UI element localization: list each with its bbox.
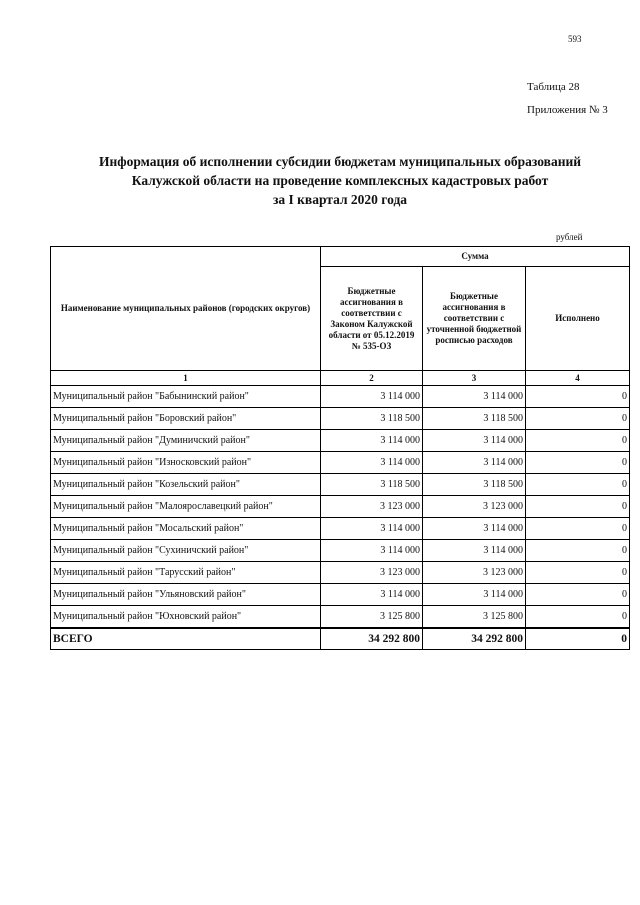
law-amount: 3 114 000: [321, 452, 423, 474]
table-row: [51, 496, 630, 518]
law-amount: 3 114 000: [321, 386, 423, 408]
table-row: [51, 452, 630, 474]
law-amount: 3 125 800: [321, 606, 423, 629]
document-title: [40, 152, 640, 209]
units-label: рублей: [556, 232, 583, 242]
table-row: [51, 430, 630, 452]
law-amount: 3 118 500: [321, 408, 423, 430]
column-number: 3: [423, 371, 526, 386]
header-district-name: Наименование муниципальных районов (городских округов): [51, 247, 321, 371]
appendix-reference: Приложения № 3: [527, 104, 608, 116]
district-name: Муниципальный район "Тарусский район": [51, 562, 321, 584]
total-law: 34 292 800: [321, 628, 423, 650]
district-name: Муниципальный район "Думиничский район": [51, 430, 321, 452]
law-amount: 3 123 000: [321, 496, 423, 518]
refined-amount: 3 114 000: [423, 584, 526, 606]
law-amount: 3 118 500: [321, 474, 423, 496]
table-row: [51, 606, 630, 629]
refined-amount: 3 114 000: [423, 518, 526, 540]
refined-amount: 3 118 500: [423, 474, 526, 496]
table-body: [51, 386, 630, 650]
title-line: за I квартал 2020 года: [272, 192, 408, 207]
law-amount: 3 114 000: [321, 540, 423, 562]
executed-amount: 0: [526, 584, 630, 606]
subsidy-table: [50, 246, 630, 650]
law-amount: 3 123 000: [321, 562, 423, 584]
refined-amount: 3 114 000: [423, 540, 526, 562]
district-name: Муниципальный район "Ульяновский район": [51, 584, 321, 606]
executed-amount: 0: [526, 452, 630, 474]
title-line: Калужской области на проведение комплексных кадастровых работ: [131, 173, 549, 188]
total-executed: 0: [526, 628, 630, 650]
column-number: 4: [526, 371, 630, 386]
table-row: [51, 540, 630, 562]
executed-amount: 0: [526, 408, 630, 430]
executed-amount: 0: [526, 386, 630, 408]
column-number: 2: [321, 371, 423, 386]
refined-amount: 3 114 000: [423, 386, 526, 408]
district-name: Муниципальный район "Юхновский район": [51, 606, 321, 629]
district-name: Муниципальный район "Малоярославецкий район": [51, 496, 321, 518]
column-number: 1: [51, 371, 321, 386]
header-sum: Сумма: [321, 247, 630, 267]
refined-amount: 3 114 000: [423, 430, 526, 452]
header-refined-allocations: Бюджетные ассигнования в соответствии с уточненной бюджетной росписью расходов: [423, 267, 526, 371]
table-row: [51, 584, 630, 606]
total-refined: 34 292 800: [423, 628, 526, 650]
district-name: Муниципальный район "Бабынинский район": [51, 386, 321, 408]
refined-amount: 3 118 500: [423, 408, 526, 430]
table-row: [51, 474, 630, 496]
total-label: ВСЕГО: [51, 628, 321, 650]
table-reference: Таблица 28: [527, 81, 580, 93]
executed-amount: 0: [526, 474, 630, 496]
district-name: Муниципальный район "Мосальский район": [51, 518, 321, 540]
executed-amount: 0: [526, 518, 630, 540]
table-row: [51, 386, 630, 408]
executed-amount: 0: [526, 430, 630, 452]
district-name: Муниципальный район "Износковский район": [51, 452, 321, 474]
executed-amount: 0: [526, 496, 630, 518]
refined-amount: 3 123 000: [423, 496, 526, 518]
header-law-allocations: Бюджетные ассигнования в соответствии с Законом Калужской области от 05.12.2019 № 535-ОЗ: [321, 267, 423, 371]
total-row: [51, 628, 630, 650]
table-row: [51, 518, 630, 540]
district-name: Муниципальный район "Сухиничский район": [51, 540, 321, 562]
refined-amount: 3 123 000: [423, 562, 526, 584]
table-row: [51, 562, 630, 584]
page-number: 593: [568, 34, 582, 44]
header-executed: Исполнено: [526, 267, 630, 371]
law-amount: 3 114 000: [321, 518, 423, 540]
law-amount: 3 114 000: [321, 430, 423, 452]
executed-amount: 0: [526, 562, 630, 584]
law-amount: 3 114 000: [321, 584, 423, 606]
district-name: Муниципальный район "Боровский район": [51, 408, 321, 430]
executed-amount: 0: [526, 540, 630, 562]
refined-amount: 3 125 800: [423, 606, 526, 629]
title-line: Информация об исполнении субсидии бюджетам муниципальных образований: [98, 154, 582, 169]
district-name: Муниципальный район "Козельский район": [51, 474, 321, 496]
executed-amount: 0: [526, 606, 630, 629]
table-row: [51, 408, 630, 430]
refined-amount: 3 114 000: [423, 452, 526, 474]
